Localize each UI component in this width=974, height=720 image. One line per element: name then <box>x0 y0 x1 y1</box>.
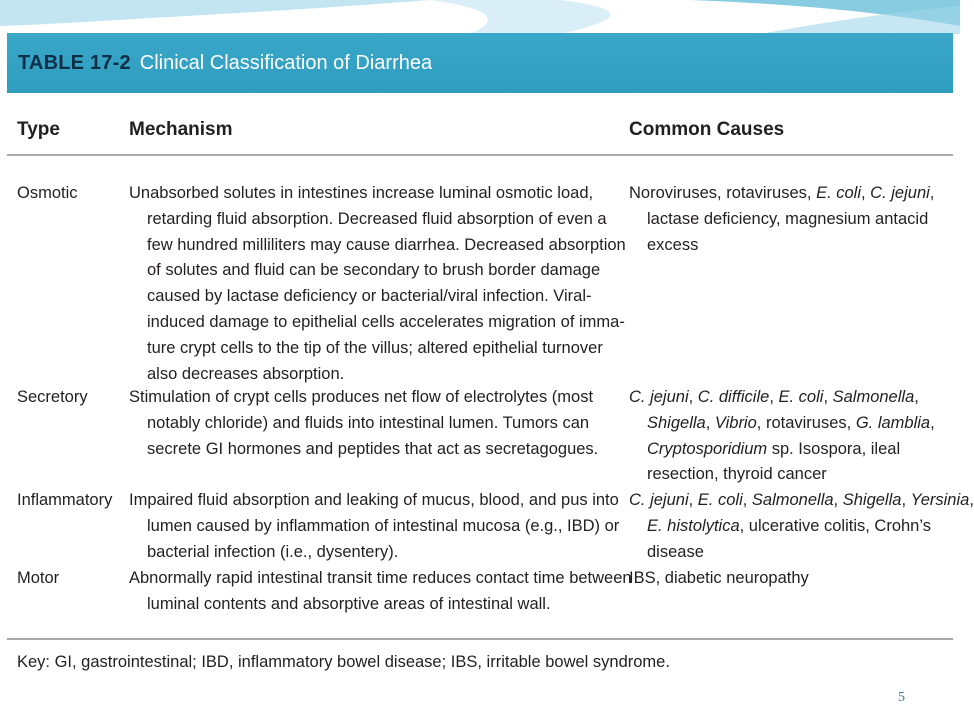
row-type: Osmotic <box>17 184 78 202</box>
row-type: Motor <box>17 569 60 587</box>
cause-line: IBS, diabetic neuropathy <box>629 569 809 587</box>
footer-rule <box>7 638 953 640</box>
mechanism-line: retarding fluid absorption. Decreased fluid absorption of even a <box>147 209 607 228</box>
mechanism-line: Impaired fluid absorption and leaking of mucus, blood, and pus into <box>129 491 619 509</box>
mechanism-line: bacterial infection (i.e., dysentery). <box>147 542 399 561</box>
header-type: Type <box>17 119 60 140</box>
row-mechanism <box>129 385 617 462</box>
mechanism-line: induced damage to epithelial cells accelerates migration of imma- <box>147 312 625 331</box>
table-key: Key: GI, gastrointestinal; IBD, inflammatory bowel disease; IBS, irritable bowel syndrome. <box>17 653 670 671</box>
classification-table <box>7 33 974 683</box>
mechanism-line: also decreases absorption. <box>147 364 345 383</box>
mechanism-line: secrete GI hormones and peptides that act as secretagogues. <box>147 439 599 458</box>
table-title: Clinical Classification of Diarrhea <box>139 51 433 74</box>
cause-line: Noroviruses, rotaviruses, E. coli, C. jejuni, <box>629 184 935 202</box>
row-mechanism <box>129 488 620 565</box>
cause-line: excess <box>647 235 699 254</box>
mechanism-line: Abnormally rapid intestinal transit time reduces contact time between <box>129 569 632 587</box>
row-common-causes <box>629 385 951 488</box>
cause-line: C. jejuni, C. difficile, E. coli, Salmonella, <box>629 388 919 406</box>
mechanism-line: notably chloride) and fluids into intestinal lumen. Tumors can <box>147 413 590 432</box>
cause-line: Cryptosporidium sp. Isospora, ileal <box>647 439 901 458</box>
mechanism-line: Unabsorbed solutes in intestines increase luminal osmotic load, <box>129 184 594 202</box>
header-mechanism: Mechanism <box>129 119 233 140</box>
row-common-causes <box>629 181 951 258</box>
mechanism-line: of solutes and fluid can be secondary to brush border damage <box>147 261 601 280</box>
row-mechanism <box>129 181 626 387</box>
cause-line: Shigella, Vibrio, rotaviruses, G. lamblia, <box>647 413 935 432</box>
mechanism-line: Stimulation of crypt cells produces net flow of electrolytes (most <box>129 388 594 406</box>
cause-line: E. histolytica, ulcerative colitis, Crohn’s <box>647 516 931 535</box>
table-number: TABLE 17-2 <box>18 51 131 74</box>
mechanism-line: lumen caused by inflammation of intestinal mucosa (e.g., IBD) or <box>147 516 620 535</box>
mechanism-line: caused by lactase deficiency or bacterial/viral infection. Viral- <box>147 287 592 306</box>
header-rule <box>7 154 953 156</box>
mechanism-line: luminal contents and absorptive areas of intestinal wall. <box>147 594 551 613</box>
cause-line: C. jejuni, E. coli, Salmonella, Shigella, Yersinia, <box>629 491 974 509</box>
cause-line: disease <box>647 542 704 561</box>
cause-line: resection, thyroid cancer <box>647 465 827 484</box>
slide-header-decoration <box>0 0 960 34</box>
row-common-causes <box>629 566 951 592</box>
table-title-bar <box>7 33 953 93</box>
row-type: Inflammatory <box>17 491 113 509</box>
row-common-causes <box>629 488 974 565</box>
row-mechanism <box>129 566 632 618</box>
mechanism-line: ture crypt cells to the tip of the villus; altered epithelial turnover <box>147 338 603 357</box>
row-type: Secretory <box>17 388 88 406</box>
page-number: 5 <box>898 690 905 705</box>
header-common-causes: Common Causes <box>629 119 785 140</box>
cause-line: lactase deficiency, magnesium antacid <box>647 209 929 228</box>
mechanism-line: few hundred milliliters may cause diarrhea. Decreased absorption <box>147 235 626 254</box>
